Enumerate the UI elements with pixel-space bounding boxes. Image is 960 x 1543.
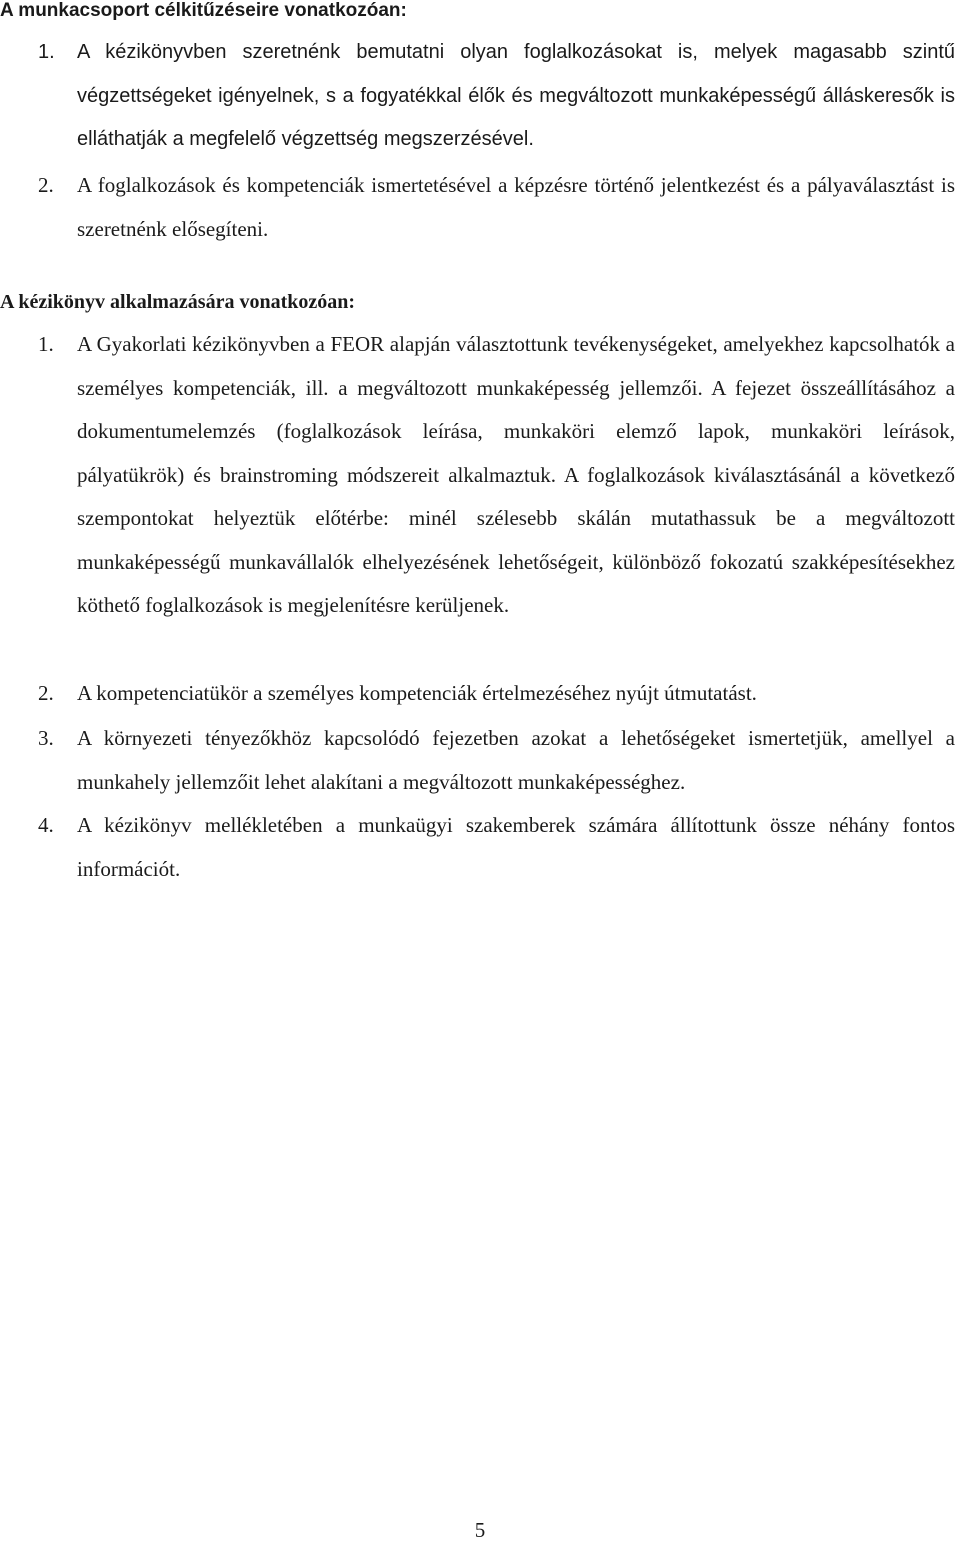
- list-item-number: 3.: [38, 726, 54, 750]
- list-item-number: 4.: [38, 813, 54, 837]
- list-item-text: A Gyakorlati kézikönyvben a FEOR alapján választottunk tevékenységeket, amelyekhez kapcsolhatók a személyes kompetenciák, ill. a megváltozott munkaképesség jellemzői. A fejezet összeállításához a dokumentumelemzés (foglalkozások leírása, munkaköri elemző lapok, munkaköri leírások, pályatükrök) és brainstroming módszereit alkalmaztuk. A foglalkozások kiválasztásánál a következő szempontokat helyeztük előtérbe: minél szélesebb skálán mutathassuk be a megváltozott munkaképességű munkavállalók elhelyezésének lehetőségeit, különböző fokozatú szakképesítésekhez köthető foglalkozások is megjelenítésre kerüljenek.: [77, 332, 955, 617]
- section-heading-usage: A kézikönyv alkalmazására vonatkozóan:: [0, 291, 356, 313]
- list-item-text: A foglalkozások és kompetenciák ismertetésével a képzésre történő jelentkezést és a pályaválasztást is szeretnénk elősegíteni.: [77, 173, 955, 241]
- list-item-text: A kézikönyv mellékletében a munkaügyi szakemberek számára állítottunk össze néhány fontos információt.: [77, 813, 955, 881]
- section-heading-goals: A munkacsoport célkitűzéseire vonatkozóan:: [0, 0, 407, 21]
- list-item-text: A kézikönyvben szeretnénk bemutatni olyan foglalkozásokat is, melyek magasabb szintű végzettségeket igényelnek, s a fogyatékkal élők és megváltozott munkaképességű álláskeresők is elláthatják a megfelelő végzettség megszerzésével.: [77, 41, 955, 150]
- page-number: 5: [474, 1518, 486, 1542]
- list-item-number: 1.: [38, 332, 54, 356]
- list-item-text: A kompetenciatükör a személyes kompetenciák értelmezéséhez nyújt útmutatást.: [77, 681, 757, 705]
- list-item-number: 1.: [38, 41, 55, 63]
- list-item-number: 2.: [38, 681, 54, 705]
- list-item-number: 2.: [38, 173, 54, 197]
- list-item-text: A környezeti tényezőkhöz kapcsolódó fejezetben azokat a lehetőségeket ismertetjük, amellyel a munkahely jellemzőit lehet alakítani a megváltozott munkaképességhez.: [77, 726, 955, 794]
